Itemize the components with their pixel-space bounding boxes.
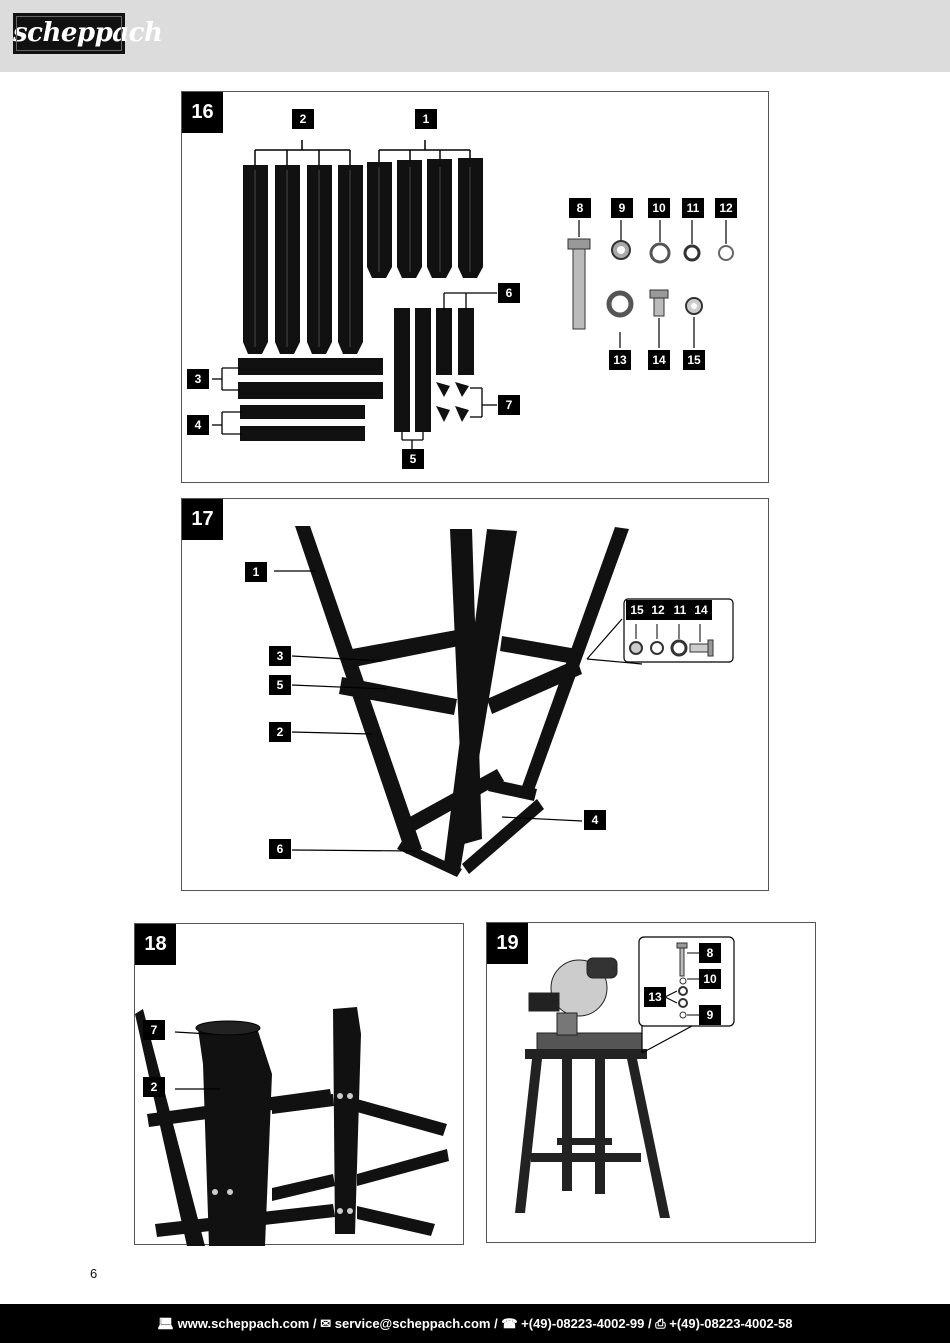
callout-11: 11 <box>669 600 691 620</box>
logo-text: scheppach <box>13 18 163 48</box>
callout-9: 9 <box>699 1005 721 1025</box>
page-header <box>0 0 950 72</box>
callout-1: 1 <box>245 562 267 582</box>
callout-8: 8 <box>569 198 591 218</box>
callout-12: 12 <box>647 600 669 620</box>
figure-18-panel <box>134 923 464 1245</box>
separator: / <box>644 1316 656 1331</box>
figure-18-number: 18 <box>135 924 176 965</box>
callout-3: 3 <box>269 646 291 666</box>
figure-17-number: 17 <box>182 499 223 540</box>
phone-number: +(49)-08223-4002-99 <box>521 1316 645 1331</box>
callout-10: 10 <box>699 969 721 989</box>
callout-2: 2 <box>269 722 291 742</box>
callout-13: 13 <box>609 350 631 370</box>
callout-4: 4 <box>584 810 606 830</box>
figure-19-panel <box>486 922 816 1243</box>
website-link[interactable]: www.scheppach.com <box>177 1316 310 1331</box>
callout-1: 1 <box>415 109 437 129</box>
page-footer <box>0 1304 950 1343</box>
callout-7: 7 <box>498 395 520 415</box>
callout-9: 9 <box>611 198 633 218</box>
figure-19-saw-on-stand-illustration <box>487 923 817 1244</box>
email-link[interactable]: service@scheppach.com <box>334 1316 491 1331</box>
callout-8: 8 <box>699 943 721 963</box>
figure-16-panel <box>181 91 769 483</box>
separator: / <box>309 1316 321 1331</box>
callout-5: 5 <box>269 675 291 695</box>
computer-icon: 💻︎ <box>157 1316 178 1331</box>
figure-16-number: 16 <box>182 92 223 133</box>
callout-6: 6 <box>498 283 520 303</box>
figure-18-detail-illustration <box>135 924 465 1246</box>
callout-5: 5 <box>402 449 424 469</box>
fax-number: +(49)-08223-4002-58 <box>669 1316 793 1331</box>
figure-19-number: 19 <box>487 923 528 964</box>
scheppach-logo <box>13 13 163 54</box>
callout-10: 10 <box>648 198 670 218</box>
figure-16-parts-illustration <box>182 92 770 484</box>
callout-6: 6 <box>269 839 291 859</box>
callout-14: 14 <box>648 350 670 370</box>
phone-icon: ☎︎ <box>501 1316 522 1331</box>
callout-3: 3 <box>187 369 209 389</box>
callout-7: 7 <box>143 1020 165 1040</box>
callout-2: 2 <box>143 1077 165 1097</box>
callout-14: 14 <box>690 600 712 620</box>
figure-17-assembly-illustration <box>182 499 770 892</box>
fax-icon: ⎙ <box>655 1316 670 1331</box>
separator: / <box>490 1316 502 1331</box>
callout-15: 15 <box>626 600 648 620</box>
callout-11: 11 <box>682 198 704 218</box>
callout-15: 15 <box>683 350 705 370</box>
callout-13: 13 <box>644 987 666 1007</box>
page-number: 6 <box>90 1266 98 1281</box>
mail-icon: ✉︎ <box>320 1316 335 1331</box>
callout-4: 4 <box>187 415 209 435</box>
figure-17-panel <box>181 498 769 891</box>
callout-12: 12 <box>715 198 737 218</box>
callout-2: 2 <box>292 109 314 129</box>
